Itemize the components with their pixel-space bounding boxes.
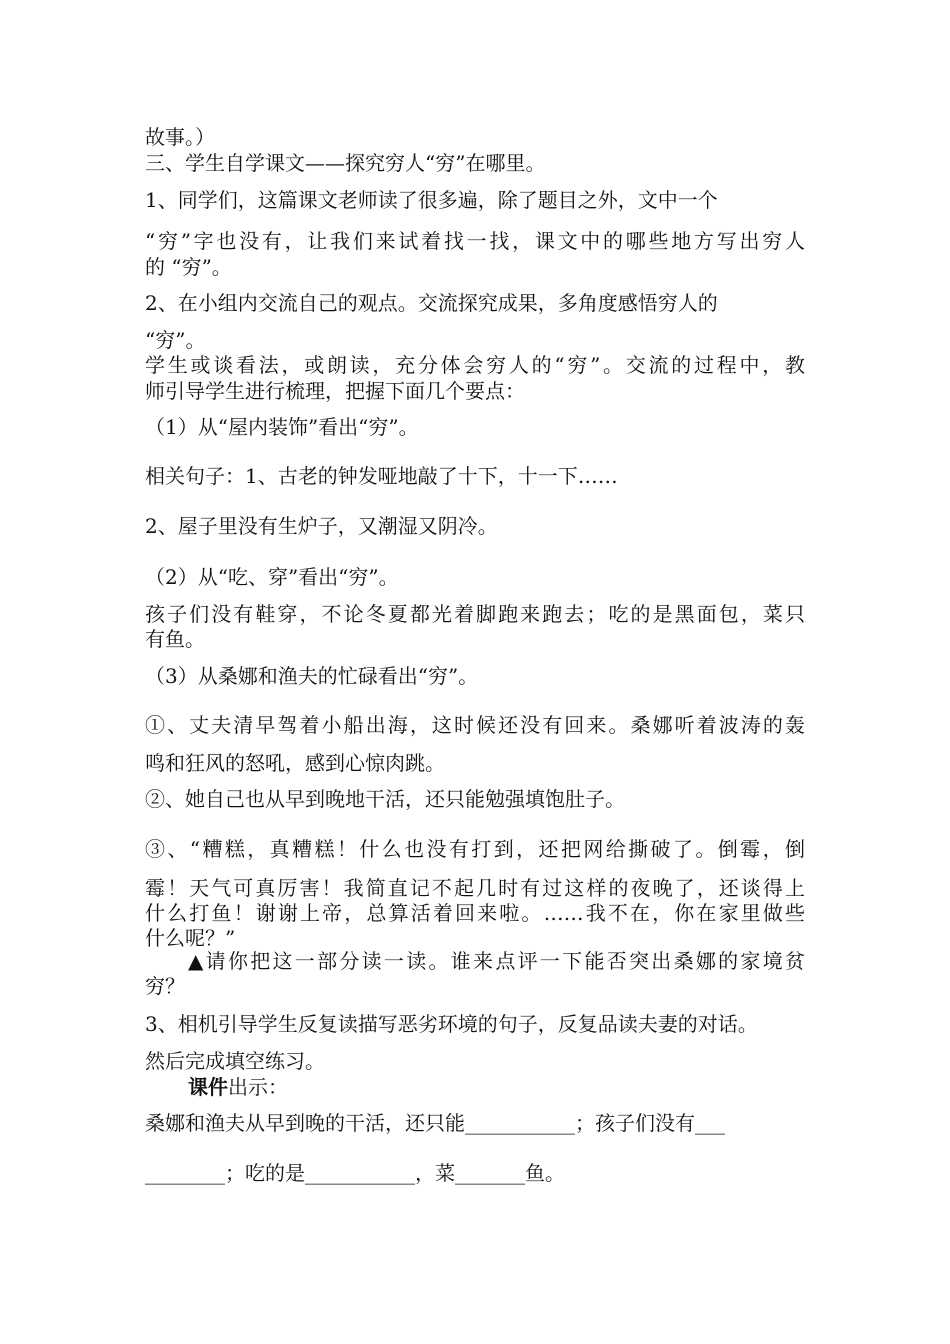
point-2-line-2: 有鱼。 <box>145 627 205 651</box>
paragraph-4-line-2: 然后完成填空练习。 <box>145 1049 325 1073</box>
paragraph-1-line-1: 1、同学们，这篇课文老师读了很多遍，除了题目之外，文中一个 <box>145 188 718 212</box>
section-heading: 三、学生自学课文——探究穷人“穷”在哪里。 <box>145 151 546 175</box>
circle-3-line-1: ③、“糟糕，真糟糕！什么也没有打到，还把网给撕破了。倒霉，倒 <box>145 837 805 861</box>
fill-blank-line-2: ________；吃的是___________，菜_______鱼。 <box>145 1161 565 1185</box>
circle-1-line-2: 鸣和狂风的怒吼，感到心惊肉跳。 <box>145 751 445 775</box>
point-1-heading: （1）从“屋内装饰”看出“穷”。 <box>145 415 419 439</box>
task-line-2: 穷？ <box>145 974 185 998</box>
circle-3-line-2: 霉！天气可真厉害！我简直记不起几时有过这样的夜晚了，还谈得上 <box>145 876 805 900</box>
sentence-2: 2、屋子里没有生炉子，又潮湿又阴冷。 <box>145 514 498 538</box>
paragraph-2-line-2: “穷”。 <box>145 328 206 352</box>
paragraph-2-line-1: 2、在小组内交流自己的观点。交流探究成果，多角度感悟穷人的 <box>145 291 718 315</box>
courseware-line <box>188 1074 848 1100</box>
paragraph-3-line-1: 学生或谈看法，或朗读，充分体会穷人的“穷”。交流的过程中，教 <box>145 353 805 377</box>
sentence-1: 相关句子：1、古老的钟发哑地敲了十下，十一下…… <box>145 464 618 488</box>
point-3-heading: （3）从桑娜和渔夫的忙碌看出“穷”。 <box>145 664 479 688</box>
circle-1-line-1: ①、丈夫清早驾着小船出海，这时候还没有回来。桑娜听着波涛的轰 <box>145 713 805 737</box>
courseware-label: 课件 <box>188 1075 228 1099</box>
point-2-heading: （2）从“吃、穿”看出“穷”。 <box>145 565 399 589</box>
circle-2: ②、她自己也从早到晚地干活，还只能勉强填饱肚子。 <box>145 787 625 811</box>
task-line-1: ▲请你把这一部分读一读。谁来点评一下能否突出桑娜的家境贫 <box>188 949 805 973</box>
circle-3-line-4: 什么呢？” <box>145 926 236 950</box>
point-2-line-1: 孩子们没有鞋穿，不论冬夏都光着脚跑来跑去；吃的是黑面包，菜只 <box>145 602 805 626</box>
paragraph-1-line-3: 的 “穷”。 <box>145 255 232 279</box>
paragraph-3-line-2: 师引导学生进行梳理，把握下面几个要点： <box>145 379 525 403</box>
circle-3-line-3: 什么打鱼！谢谢上帝，总算活着回来啦。……我不在，你在家里做些 <box>145 901 805 925</box>
courseware-show: 出示： <box>228 1075 288 1099</box>
fill-blank-line-1: 桑娜和渔夫从早到晚的干活，还只能___________；孩子们没有___ <box>145 1111 725 1135</box>
intro-end-text: 故事。） <box>145 125 215 149</box>
paragraph-1-line-2: “穷”字也没有，让我们来试着找一找，课文中的哪些地方写出穷人 <box>145 229 805 253</box>
paragraph-4-line-1: 3、相机引导学生反复读描写恶劣环境的句子，反复品读夫妻的对话。 <box>145 1012 758 1036</box>
